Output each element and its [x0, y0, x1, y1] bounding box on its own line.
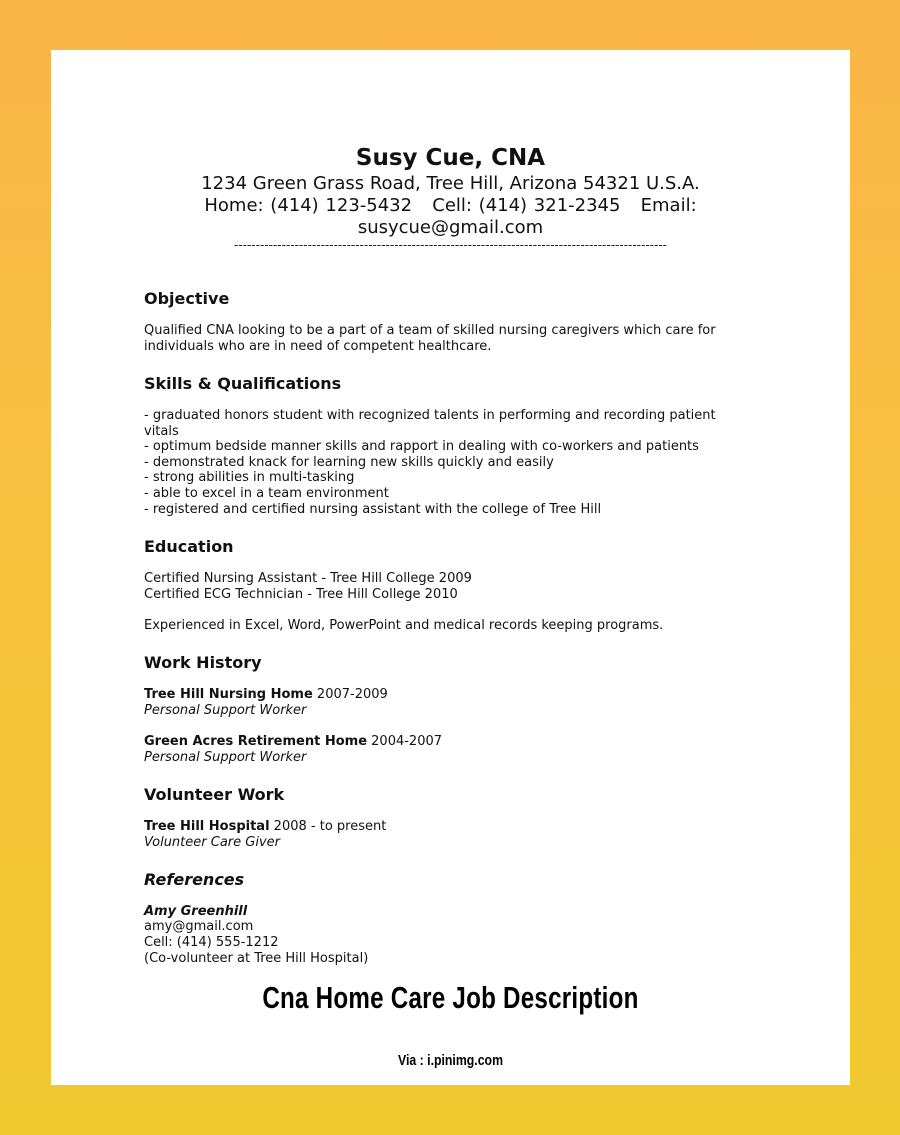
reference-name: Amy Greenhill: [144, 904, 248, 919]
volunteer-heading: Volunteer Work: [144, 785, 285, 804]
resume-phones: Home: (414) 123-5432 Cell: (414) 321-2345 Email:: [204, 195, 697, 216]
resume-address: 1234 Green Grass Road, Tree Hill, Arizona 54321 U.S.A.: [201, 173, 700, 194]
job-role: Personal Support Worker: [144, 703, 307, 718]
job-years: 2004-2007: [367, 734, 443, 749]
reference-email: amy@gmail.com: [144, 919, 254, 934]
job-employer: Tree Hill Nursing Home: [144, 687, 313, 702]
page-caption: Cna Home Care Job Description: [262, 980, 639, 1015]
objective-line: Qualified CNA looking to be a part of a team of skilled nursing caregivers which care for: [144, 323, 716, 338]
reference-cell: Cell: (414) 555-1212: [144, 935, 279, 950]
job-role: Personal Support Worker: [144, 750, 307, 765]
source-credit: Via : i.pinimg.com: [397, 1052, 504, 1069]
skills-line: - strong abilities in multi-tasking: [144, 470, 355, 485]
education-line: Certified ECG Technician - Tree Hill College 2010: [144, 587, 458, 602]
education-heading: Education: [144, 537, 234, 556]
skills-line: - registered and certified nursing assistant with the college of Tree Hill: [144, 502, 602, 517]
resume-name: Susy Cue, CNA: [355, 145, 546, 171]
skills-heading: Skills & Qualifications: [144, 374, 342, 393]
education-line: Certified Nursing Assistant - Tree Hill College 2009: [144, 571, 472, 586]
skills-line: - graduated honors student with recognized talents in performing and recording patient: [144, 408, 716, 423]
objective-line: individuals who are in need of competent healthcare.: [144, 339, 492, 354]
resume-card: [51, 50, 850, 1085]
skills-line: vitals: [144, 424, 179, 439]
job-entry: [144, 687, 388, 703]
references-heading: References: [144, 870, 245, 889]
volunteer-years: 2008 - to present: [269, 819, 387, 834]
job-years: 2007-2009: [312, 687, 388, 702]
job-employer: Green Acres Retirement Home: [144, 734, 368, 749]
reference-note: (Co-volunteer at Tree Hill Hospital): [144, 951, 369, 966]
header-divider: ----------------------------------------------------------------------------------------------------: [233, 238, 667, 252]
volunteer-entry: [144, 819, 386, 835]
skills-line: - optimum bedside manner skills and rapport in dealing with co-workers and patients: [144, 439, 699, 454]
objective-heading: Objective: [144, 289, 230, 308]
volunteer-role: Volunteer Care Giver: [144, 835, 280, 850]
skills-line: - demonstrated knack for learning new skills quickly and easily: [144, 455, 554, 470]
education-extra: Experienced in Excel, Word, PowerPoint and medical records keeping programs.: [144, 618, 664, 633]
skills-line: - able to excel in a team environment: [144, 486, 389, 501]
job-entry: [144, 734, 442, 750]
work-history-heading: Work History: [144, 653, 262, 672]
resume-email: susycue@gmail.com: [357, 217, 544, 238]
volunteer-org: Tree Hill Hospital: [144, 819, 270, 834]
